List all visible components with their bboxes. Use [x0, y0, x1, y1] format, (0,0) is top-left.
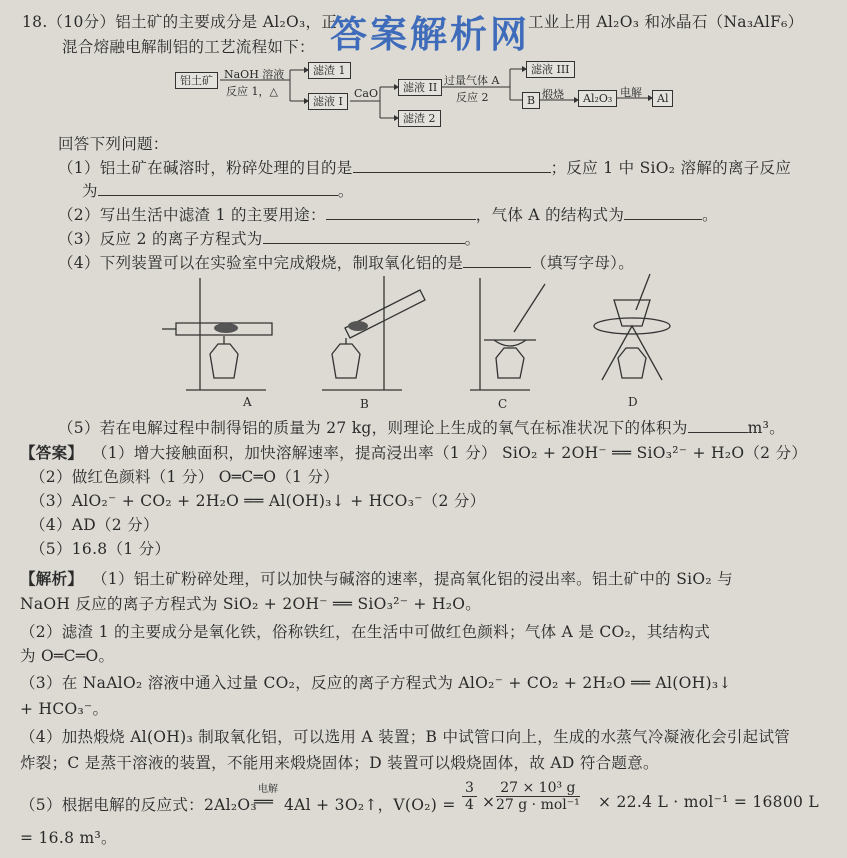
residue2-box: 滤渣 2	[398, 110, 441, 127]
fraction-3-4	[462, 780, 477, 813]
q3-blank[interactable]	[263, 229, 465, 244]
al2o3-box: Al₂O₃	[578, 90, 617, 107]
analysis-line-7: （4）加热煅烧 Al(OH)₃ 制取氧化铝，可以选用 A 装置；B 中试管口向上，生成的水蒸气冷凝液化会引起试管	[20, 728, 791, 746]
ore-box: 铝土矿	[175, 72, 218, 89]
times-sign: ×	[482, 793, 496, 811]
frac2-den: 27 g · mol⁻¹	[496, 797, 580, 813]
q2-blank-2[interactable]	[624, 205, 702, 220]
analysis-line-10: = 16.8 m³。	[20, 829, 117, 847]
question-header-cont: 工业上用 Al₂O₃ 和冰晶石（Na₃AlF₆）	[528, 13, 804, 31]
q5-text-2: m³。	[747, 419, 785, 437]
q1-line	[58, 156, 791, 178]
watermark: 答案解析网	[330, 13, 530, 56]
b-box: B	[522, 92, 540, 109]
residue1-box: 滤渣 1	[308, 62, 351, 79]
q4-text-2: （填写字母）。	[531, 254, 635, 272]
q3-line: （3）反应 2 的离子方程式为 。	[58, 230, 481, 248]
analysis-line-9b: 4Al + 3O₂↑，V(O₂) =	[284, 796, 456, 814]
q5-blank[interactable]	[688, 418, 748, 433]
frac1-den: 4	[465, 797, 474, 813]
question-prompt: 回答下列问题：	[58, 135, 169, 153]
apparatus-drawings	[0, 270, 847, 415]
answer-4: （4）AD（2 分）	[30, 516, 159, 534]
step1-condition: 反应 1，△	[226, 85, 278, 98]
q5-line	[58, 416, 785, 438]
step2-condition: 反应 2	[456, 91, 489, 104]
q4-text: （4）下列装置可以在实验室中完成煅烧，制取氧化铝的是	[58, 254, 464, 272]
apparatus-label-a: A	[243, 395, 252, 409]
q5-text: （5）若在电解过程中制得铝的质量为 27 kg，则理论上生成的氧气在标准状况下的体积为	[58, 419, 688, 437]
equation-sign: ══	[254, 793, 274, 811]
analysis-line-6: + HCO₃⁻。	[20, 700, 109, 718]
answer-2: （2）做红色颜料（1 分） O═C═O（1 分）	[30, 468, 340, 486]
frac2-num: 27 × 10³ g	[496, 780, 580, 797]
al-box: Al	[652, 90, 673, 107]
question-intro: 混合熔融电解制铝的工艺流程如下：	[62, 38, 315, 56]
q1-line-2: 为 。	[82, 182, 354, 200]
q2-text: （2）写出生活中滤渣 1 的主要用途：	[58, 206, 326, 224]
calcine-label: 煅烧	[542, 88, 564, 101]
apparatus-label-c: C	[498, 397, 508, 411]
apparatus-label-b: B	[360, 397, 369, 411]
q4-blank[interactable]	[463, 253, 531, 268]
answer-3: （3）AlO₂⁻ + CO₂ + 2H₂O ══ Al(OH)₃↓ + HCO₃⁻（2 分）	[30, 492, 486, 510]
analysis-line-9a: （5）根据电解的反应式：2Al₂O₃	[20, 796, 257, 814]
analysis-title: 【解析】	[20, 569, 84, 588]
q1-blank-2[interactable]	[98, 181, 338, 196]
question-header: 18.（10分）铝土矿的主要成分是 Al₂O₃，正	[22, 13, 338, 31]
q1-blank-1[interactable]	[353, 158, 551, 173]
analysis-line-5: （3）在 NaAlO₂ 溶液中通入过量 CO₂，反应的离子方程式为 AlO₂⁻ + CO₂ + 2H₂O ══ Al(OH)₃↓	[20, 674, 732, 692]
analysis-line-2: NaOH 反应的离子方程式为 SiO₂ + 2OH⁻ ══ SiO₃²⁻ + H₂O。	[20, 595, 482, 613]
q3-text: （3）反应 2 的离子方程式为	[58, 230, 263, 248]
step2-reagent: 过量气体 A	[444, 74, 500, 87]
apparatus-label-d: D	[628, 395, 638, 409]
answer-5: （5）16.8（1 分）	[30, 540, 171, 558]
filtrate1-box: 滤液 I	[308, 93, 348, 110]
answer-1: （1）增大接触面积，加快溶解速率，提高浸出率（1 分） SiO₂ + 2OH⁻ ══ SiO₃²⁻ + H₂O（2 分）	[92, 444, 808, 462]
q1-text-3: 为	[82, 182, 98, 200]
q1-text: （1）铝土矿在碱溶时，粉碎处理的目的是	[58, 159, 353, 177]
filtrate3-box: 滤液 III	[526, 61, 575, 78]
cao-reagent: CaO	[354, 87, 378, 100]
q2-text-2: ，气体 A 的结构式为	[475, 206, 625, 224]
analysis-line-1: （1）铝土矿粉碎处理，可以加快与碱溶的速率，提高氧化铝的浸出率。铝土矿中的 SiO₂ 与	[92, 570, 733, 588]
frac1-num: 3	[462, 780, 477, 797]
answer-title: 【答案】	[20, 443, 84, 462]
analysis-line-3: （2）滤渣 1 的主要成分是氧化铁，俗称铁红，在生活中可做红色颜料；气体 A 是 CO₂，其结构式	[20, 623, 711, 641]
electrolysis-condition: 电解	[258, 784, 278, 795]
q2-blank-1[interactable]	[326, 205, 476, 220]
q1-text-2: ；反应 1 中 SiO₂ 溶解的离子反应	[550, 159, 792, 177]
filtrate2-box: 滤液 II	[398, 79, 442, 96]
q2-line: （2）写出生活中滤渣 1 的主要用途： ，气体 A 的结构式为 。	[58, 206, 718, 224]
fraction-mass	[496, 780, 580, 813]
analysis-line-9c: × 22.4 L · mol⁻¹ = 16800 L	[598, 793, 819, 811]
electrolysis-label: 电解	[620, 86, 642, 99]
analysis-line-4: 为 O═C═O。	[20, 647, 115, 665]
step1-reagent: NaOH 溶液	[224, 68, 285, 81]
analysis-line-8: 炸裂；C 是蒸干溶液的装置，不能用来煅烧固体；D 装置可以煅烧固体，故 AD 符合题意。	[20, 754, 659, 772]
